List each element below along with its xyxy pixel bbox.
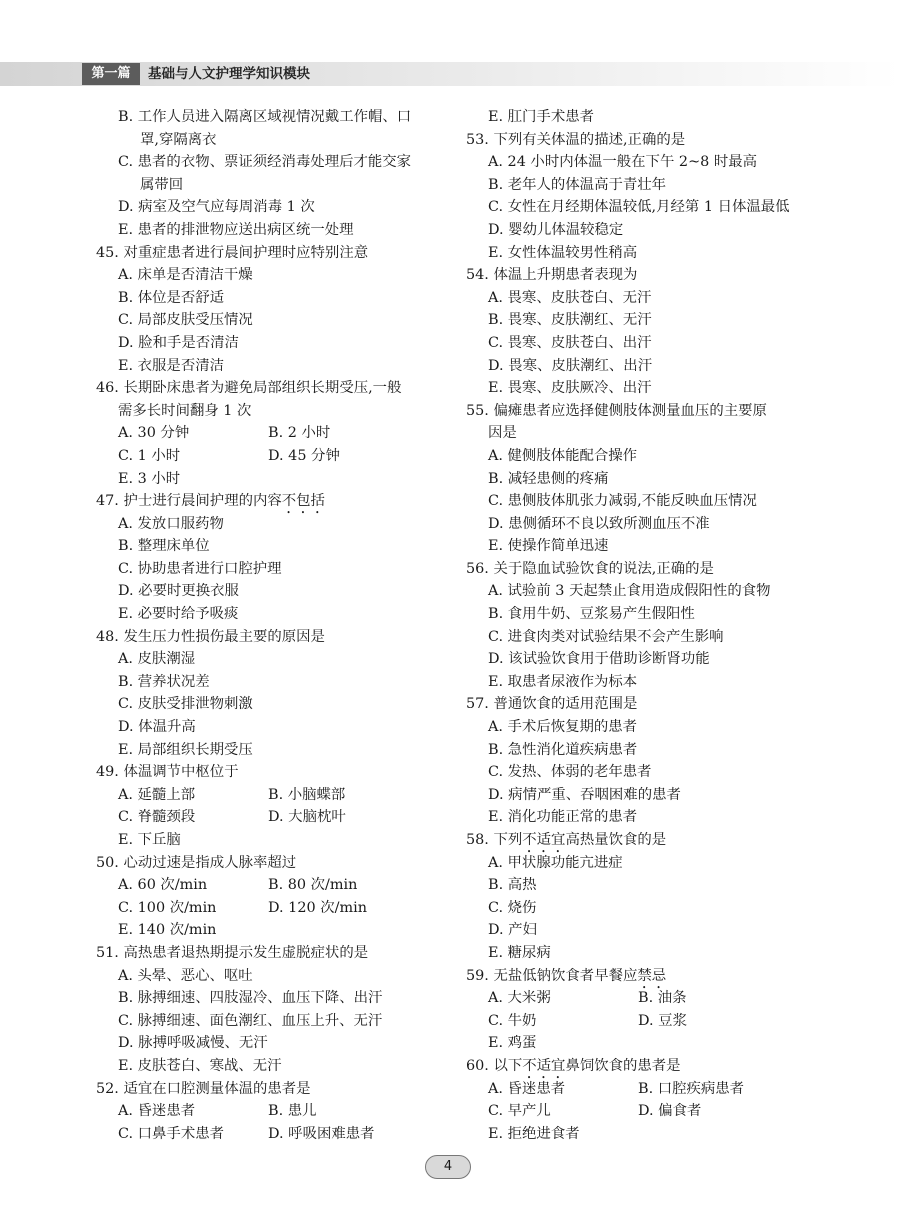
- answer-option: D. 脉搏呼吸减慢、无汗: [118, 1035, 268, 1052]
- answer-option: E. 必要时给予吸痰: [118, 606, 239, 623]
- answer-option: E. 局部组织长期受压: [118, 741, 253, 758]
- answer-option: D. 畏寒、皮肤潮红、出汗: [488, 357, 653, 374]
- answer-option: B. 口腔疾病患者: [638, 1080, 745, 1097]
- answer-option: C. 100 次/min: [118, 899, 217, 916]
- answer-option: C. 女性在月经期体温较低,月经第 1 日体温最低: [488, 199, 790, 216]
- answer-option: B. 患儿: [268, 1103, 317, 1120]
- answer-option: C. 患者的衣物、票证须经消毒处理后才能交家: [118, 154, 412, 171]
- question-stem: 49. 体温调节中枢位于: [96, 764, 239, 781]
- answer-option: A. 发放口服药物: [118, 515, 224, 532]
- question-stem: 55. 偏瘫患者应选择健侧肢体测量血压的主要原: [466, 402, 767, 419]
- answer-option: C. 畏寒、皮肤苍白、出汗: [488, 334, 652, 351]
- answer-option: B. 畏寒、皮肤潮红、无汗: [488, 312, 652, 329]
- answer-option: E. 3 小时: [118, 470, 181, 487]
- answer-option: E. 下丘脑: [118, 832, 181, 848]
- answer-option: D. 病室及空气应每周消毒 1 次: [118, 199, 315, 216]
- answer-option: A. 延髓上部: [118, 786, 196, 803]
- answer-option: A. 头晕、恶心、呕吐: [118, 967, 253, 984]
- answer-option: D. 病情严重、吞咽困难的患者: [488, 786, 681, 803]
- answer-option: A. 手术后恢复期的患者: [488, 719, 638, 736]
- answer-option: B. 工作人员进入隔离区域视情况戴工作帽、口: [118, 109, 412, 125]
- answer-option: C. 1 小时: [118, 447, 181, 464]
- question-stem-continued: 需多长时间翻身 1 次: [118, 402, 252, 419]
- answer-option-continued: 罩,穿隔离衣: [140, 131, 217, 148]
- answer-option: E. 患者的排泄物应送出病区统一处理: [118, 221, 354, 238]
- answer-option: D. 体温升高: [118, 719, 196, 736]
- answer-option: A. 昏迷患者: [488, 1080, 566, 1097]
- page-number: 4: [425, 1155, 471, 1179]
- answer-option: B. 2 小时: [268, 425, 331, 442]
- section-label: 第一篇: [82, 63, 140, 85]
- answer-option: A. 甲状腺功能亢进症: [488, 854, 623, 871]
- answer-option: B. 老年人的体温高于青壮年: [488, 176, 667, 193]
- answer-option: D. 婴幼儿体温较稳定: [488, 221, 624, 238]
- answer-option: E. 衣服是否清洁: [118, 357, 224, 374]
- right-column: [466, 106, 866, 1145]
- answer-option: D. 偏食者: [638, 1103, 702, 1120]
- question-stem: 57. 普通饮食的适用范围是: [466, 696, 638, 713]
- question-stem: 45. 对重症患者进行晨间护理时应特别注意: [96, 244, 369, 261]
- answer-option: B. 整理床单位: [118, 538, 210, 555]
- answer-option: B. 营养状况差: [118, 673, 210, 690]
- question-stem: 54. 体温上升期患者表现为: [466, 267, 638, 284]
- answer-option: E. 消化功能正常的患者: [488, 809, 638, 826]
- answer-option: D. 该试验饮食用于借助诊断肾功能: [488, 651, 710, 668]
- answer-option: B. 80 次/min: [268, 877, 358, 894]
- answer-option: D. 患侧循环不良以致所测血压不准: [488, 515, 710, 532]
- option-pair: [96, 874, 471, 897]
- answer-option: A. 24 小时内体温一般在下午 2~8 时最高: [488, 154, 758, 171]
- left-column: [96, 106, 471, 1145]
- answer-option: B. 体位是否舒适: [118, 289, 225, 306]
- question-stem: 53. 下列有关体温的描述,正确的是: [466, 131, 686, 148]
- question-stem: 51. 高热患者退热期提示发生虚脱症状的是: [96, 944, 369, 961]
- answer-option: C. 早产儿: [488, 1103, 551, 1120]
- answer-option: E. 糖尿病: [488, 944, 551, 961]
- answer-option: D. 产妇: [488, 922, 537, 939]
- answer-option: A. 大米粥: [488, 990, 551, 1007]
- option-pair: [96, 445, 471, 468]
- option-pair: [96, 897, 471, 920]
- answer-option: C. 发热、体弱的老年患者: [488, 764, 652, 781]
- option-pair: [96, 1100, 471, 1123]
- answer-option: E. 拒绝进食者: [488, 1125, 580, 1142]
- answer-option: C. 局部皮肤受压情况: [118, 312, 253, 329]
- question-stem: 47. 护士进行晨间护理的内容不包括: [96, 493, 325, 510]
- question-stem: 46. 长期卧床患者为避免局部组织长期受压,一般: [96, 380, 402, 397]
- answer-option: E. 肛门手术患者: [488, 109, 594, 125]
- answer-option: D. 120 次/min: [268, 899, 367, 916]
- answer-option: B. 高热: [488, 877, 537, 894]
- question-stem: 58. 下列不适宜高热量饮食的是: [466, 832, 667, 848]
- answer-option: B. 脉搏细速、四肢湿冷、血压下降、出汗: [118, 990, 383, 1007]
- emphasis-text: 不包括: [281, 493, 325, 510]
- answer-option: B. 小脑蝶部: [268, 786, 346, 803]
- option-pair: [466, 987, 866, 1010]
- answer-option: D. 大脑枕叶: [268, 809, 346, 826]
- answer-option: E. 皮肤苍白、寒战、无汗: [118, 1057, 282, 1074]
- answer-option-continued: 属带回: [140, 176, 184, 193]
- answer-option: D. 呼吸困难患者: [268, 1125, 375, 1142]
- question-stem: 52. 适宜在口腔测量体温的患者是: [96, 1080, 311, 1097]
- emphasis-text: 不适宜: [522, 832, 566, 848]
- answer-option: C. 脊髓颈段: [118, 809, 196, 826]
- emphasis-text: 禁忌: [637, 967, 667, 984]
- answer-option: D. 脸和手是否清洁: [118, 334, 239, 351]
- answer-option: C. 进食肉类对试验结果不会产生影响: [488, 628, 724, 645]
- module-title: 基础与人文护理学知识模块: [148, 66, 310, 82]
- answer-option: B. 急性消化道疾病患者: [488, 741, 638, 758]
- answer-option: D. 45 分钟: [268, 447, 340, 464]
- answer-option: E. 女性体温较男性稍高: [488, 244, 638, 261]
- answer-option: A. 畏寒、皮肤苍白、无汗: [488, 289, 652, 306]
- question-stem-continued: 因是: [488, 425, 517, 442]
- answer-option: A. 健侧肢体能配合操作: [488, 447, 638, 464]
- answer-option: E. 鸡蛋: [488, 1035, 537, 1052]
- answer-option: A. 60 次/min: [118, 877, 208, 894]
- answer-option: C. 协助患者进行口腔护理: [118, 560, 282, 577]
- question-stem: 48. 发生压力性损伤最主要的原因是: [96, 628, 325, 645]
- option-pair: [466, 1100, 866, 1123]
- answer-option: B. 减轻患侧的疼痛: [488, 470, 609, 487]
- answer-option: E. 使操作简单迅速: [488, 538, 609, 555]
- option-pair: [466, 1078, 866, 1101]
- answer-option: E. 取患者尿液作为标本: [488, 673, 638, 690]
- question-stem: 56. 关于隐血试验饮食的说法,正确的是: [466, 560, 714, 577]
- question-stem: 60. 以下不适宜鼻饲饮食的患者是: [466, 1057, 681, 1074]
- emphasis-text: 不适宜: [522, 1057, 566, 1074]
- answer-option: E. 140 次/min: [118, 922, 217, 939]
- answer-option: D. 必要时更换衣服: [118, 583, 239, 600]
- answer-option: C. 患侧肢体肌张力减弱,不能反映血压情况: [488, 493, 757, 510]
- option-pair: [466, 1010, 866, 1033]
- answer-option: C. 烧伤: [488, 899, 537, 916]
- answer-option: E. 畏寒、皮肤厥冷、出汗: [488, 380, 652, 397]
- question-stem: 59. 无盐低钠饮食者早餐应禁忌: [466, 967, 667, 984]
- answer-option: C. 口鼻手术患者: [118, 1125, 224, 1142]
- answer-option: A. 皮肤潮湿: [118, 651, 196, 668]
- option-pair: [96, 784, 471, 807]
- answer-option: A. 试验前 3 天起禁止食用造成假阳性的食物: [488, 583, 771, 600]
- option-pair: [96, 1123, 471, 1146]
- answer-option: B. 食用牛奶、豆浆易产生假阳性: [488, 606, 695, 623]
- option-pair: [96, 806, 471, 829]
- answer-option: C. 皮肤受排泄物刺激: [118, 696, 253, 713]
- answer-option: B. 油条: [638, 990, 687, 1007]
- answer-option: A. 昏迷患者: [118, 1103, 196, 1120]
- answer-option: C. 牛奶: [488, 1012, 537, 1029]
- answer-option: D. 豆浆: [638, 1012, 687, 1029]
- answer-option: A. 床单是否清洁干燥: [118, 267, 253, 284]
- question-stem: 50. 心动过速是指成人脉率超过: [96, 854, 297, 871]
- answer-option: C. 脉搏细速、面色潮红、血压上升、无汗: [118, 1012, 383, 1029]
- option-pair: [96, 422, 471, 445]
- answer-option: A. 30 分钟: [118, 425, 190, 442]
